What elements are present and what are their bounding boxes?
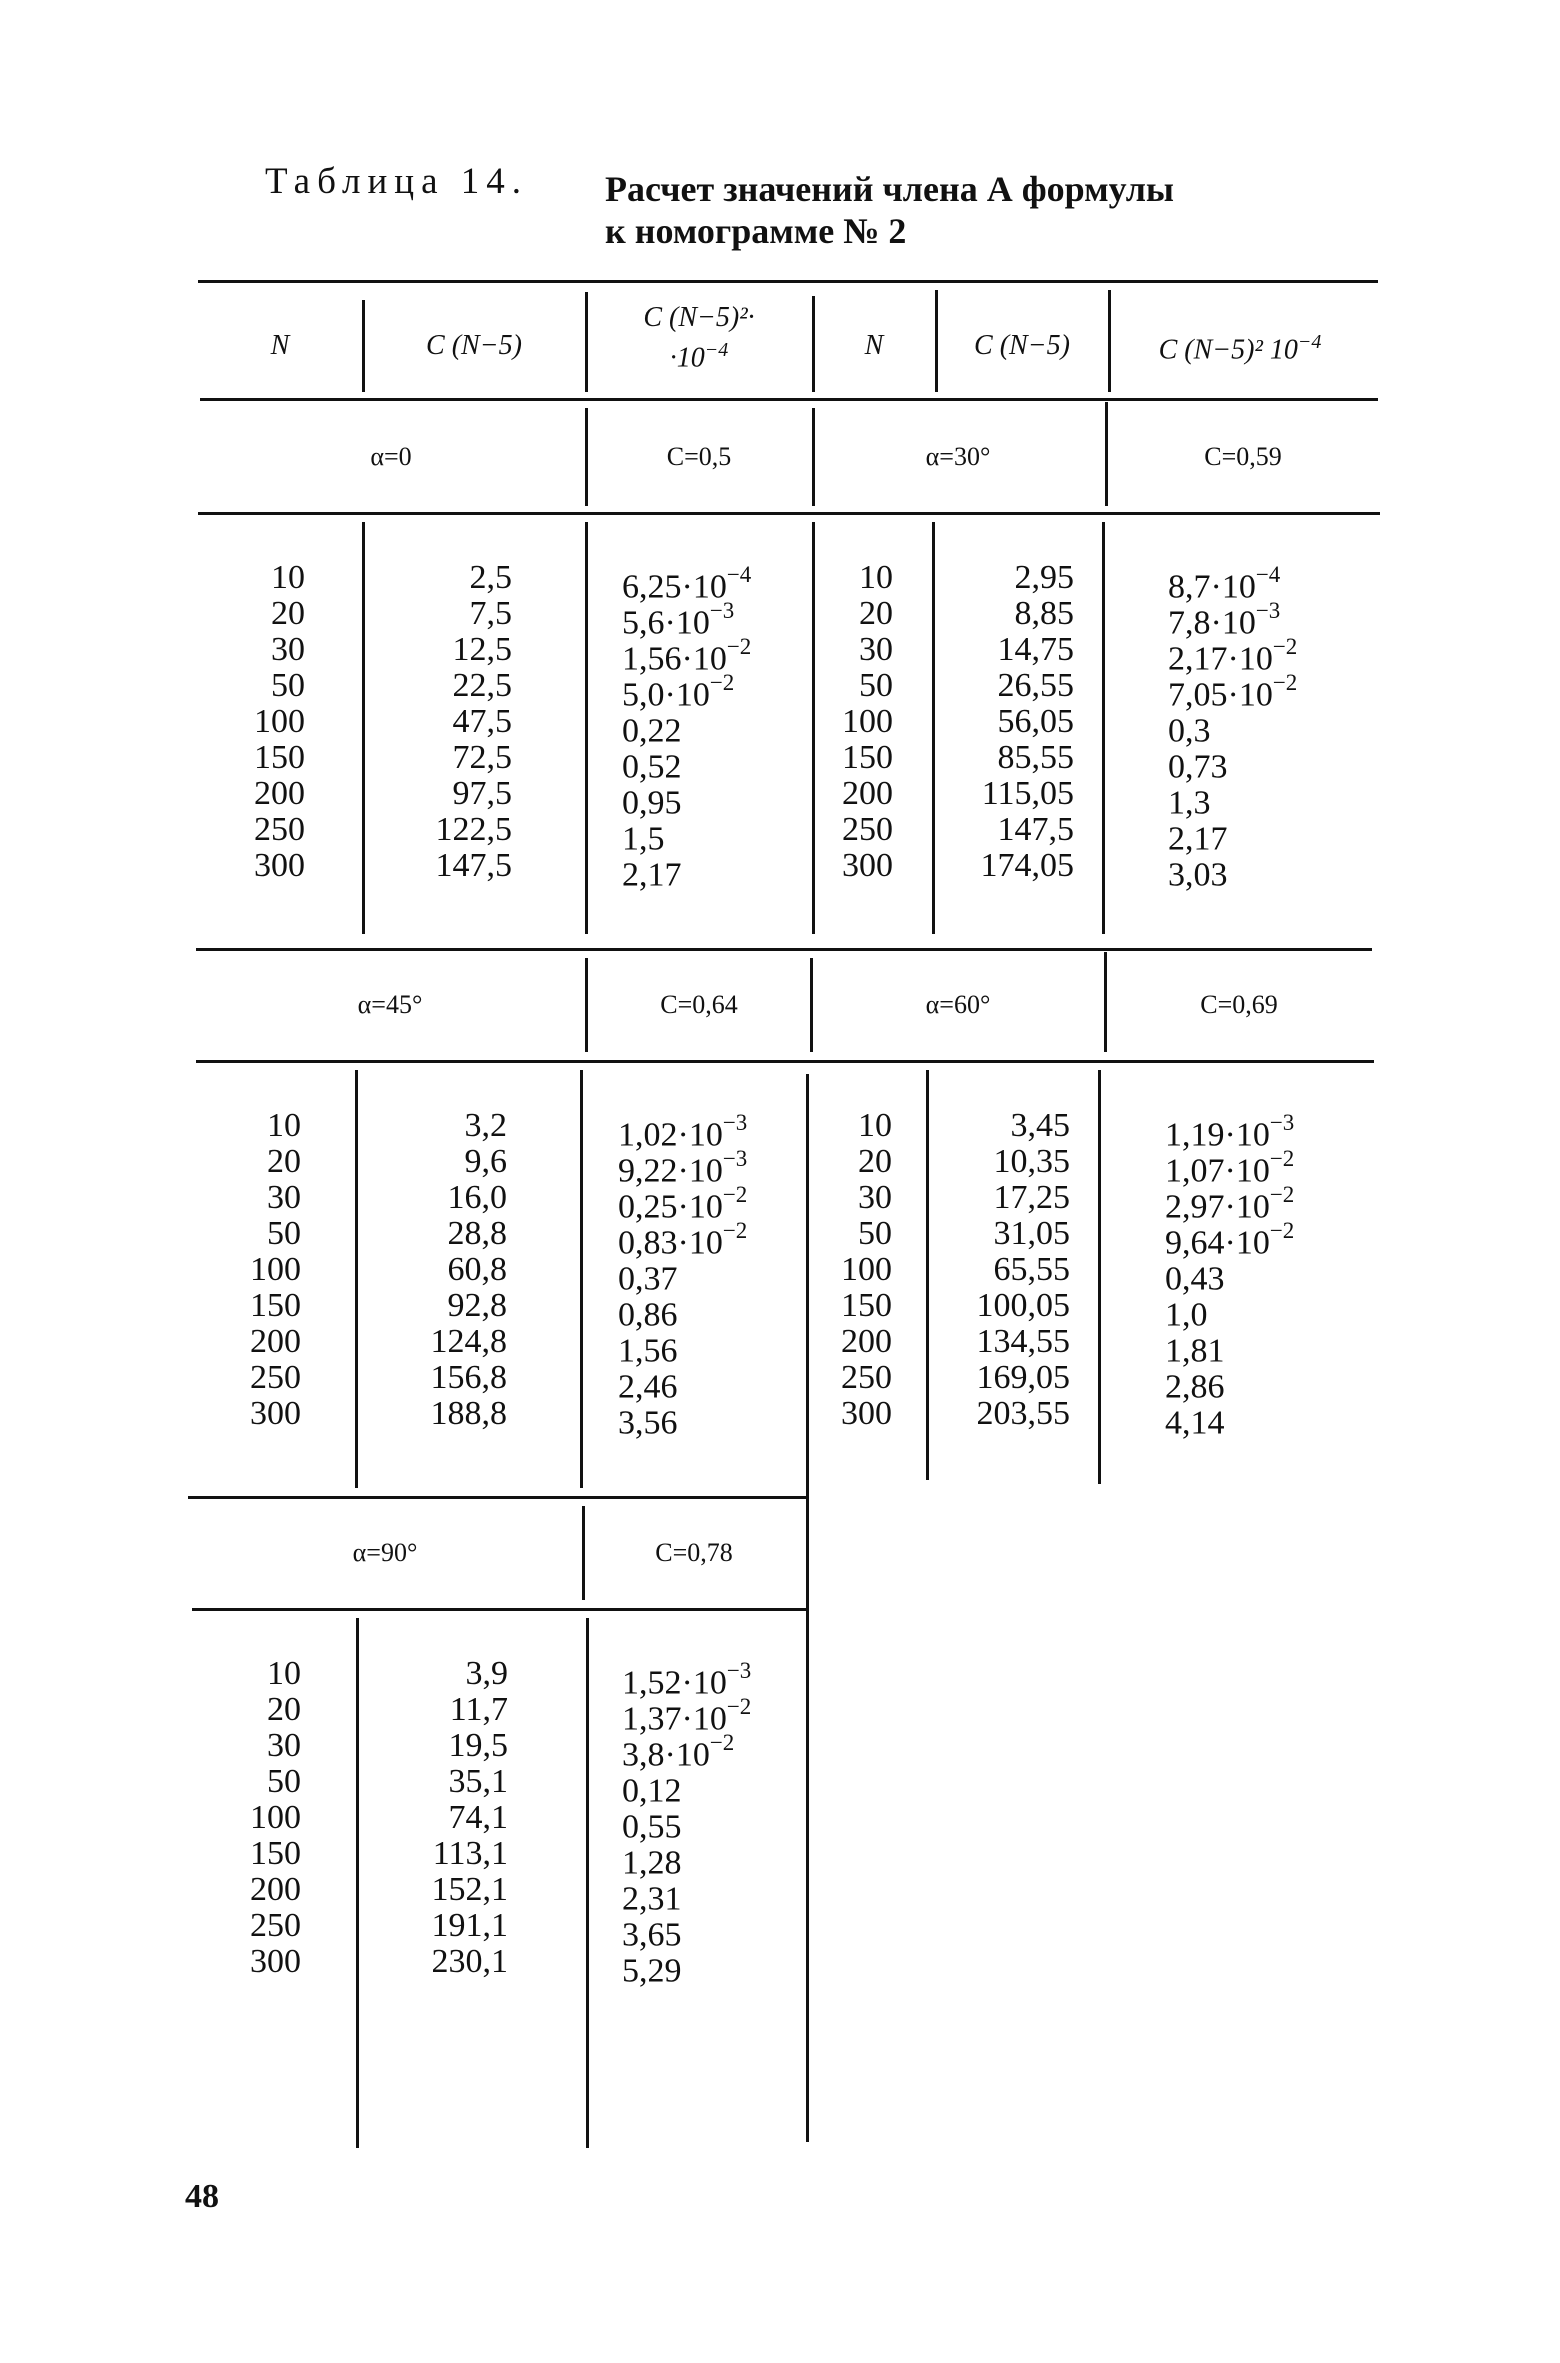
cell: 30 <box>267 1179 301 1216</box>
cond-divider <box>582 1506 585 1600</box>
cell-exp: −2 <box>726 634 752 659</box>
cell: 10 <box>858 1107 892 1144</box>
cell: 30 <box>271 631 305 668</box>
cell: 230,1 <box>431 1943 508 1980</box>
cell-mantissa: 7,05·10 <box>1168 676 1273 714</box>
cell-mantissa: 1,28 <box>622 1844 682 1882</box>
cell-mantissa: 3,03 <box>1168 856 1228 894</box>
cell: 2,95 <box>1014 559 1074 596</box>
column-divider <box>362 522 365 934</box>
column-divider <box>932 522 935 934</box>
block2-right-alpha: α=60° <box>925 990 991 1019</box>
header-c2-exp: −4 <box>704 339 729 361</box>
cell-mantissa: 0,86 <box>618 1296 678 1334</box>
cell: 124,8 <box>430 1323 507 1360</box>
cell-mantissa: 3,8·10 <box>622 1736 710 1774</box>
cell: 300 <box>250 1395 301 1432</box>
cell <box>1168 848 1368 894</box>
cell <box>1168 632 1368 678</box>
block2-right-cn-col <box>935 1108 1070 1432</box>
cell-mantissa: 5,0·10 <box>622 676 710 714</box>
cell: 3,45 <box>1010 1107 1070 1144</box>
cell-mantissa: 0,37 <box>618 1260 678 1298</box>
cell: 9,6 <box>464 1143 507 1180</box>
block3-left-n-col <box>196 1656 301 1980</box>
cell <box>622 1908 804 1954</box>
cell: 74,1 <box>448 1799 508 1836</box>
header-c2-base: ·10 <box>669 342 705 374</box>
cell: 20 <box>859 595 893 632</box>
cell-exp: −2 <box>722 1218 748 1243</box>
block2-cond-rule <box>196 1060 1374 1063</box>
cell <box>1168 668 1368 714</box>
cell-exp: −2 <box>1272 634 1298 659</box>
cell: 20 <box>267 1143 301 1180</box>
cell: 7,5 <box>469 595 512 632</box>
cell: 122,5 <box>435 811 512 848</box>
block1-right-c: C=0,59 <box>1204 442 1282 471</box>
cell-exp: −2 <box>1269 1218 1295 1243</box>
cell <box>622 1800 804 1846</box>
cell: 150 <box>250 1287 301 1324</box>
block2-left-a-col <box>618 1108 803 1442</box>
cell-mantissa: 5,29 <box>622 1952 682 1990</box>
block1-right-alpha: α=30° <box>925 442 991 471</box>
cell: 191,1 <box>431 1907 508 1944</box>
cell-mantissa: 0,83·10 <box>618 1224 723 1262</box>
cell <box>1165 1396 1370 1442</box>
block2-left-alpha: α=45° <box>357 990 423 1019</box>
cell: 30 <box>267 1727 301 1764</box>
cell <box>622 704 807 750</box>
cond-divider <box>1105 402 1108 506</box>
cell-mantissa: 7,8·10 <box>1168 604 1256 642</box>
cell-mantissa: 1,07·10 <box>1165 1152 1270 1190</box>
cell-mantissa: 6,25·10 <box>622 568 727 606</box>
cell: 152,1 <box>431 1871 508 1908</box>
cell: 100 <box>254 703 305 740</box>
cell <box>618 1108 803 1154</box>
cell <box>1168 812 1368 858</box>
cell: 50 <box>267 1215 301 1252</box>
cell: 10 <box>271 559 305 596</box>
cell <box>1165 1180 1370 1226</box>
cell-exp: −4 <box>726 562 752 587</box>
cell <box>1165 1216 1370 1262</box>
cell-mantissa: 0,73 <box>1168 748 1228 786</box>
block3-left-cn-col <box>366 1656 508 1980</box>
cell-exp: −2 <box>709 670 735 695</box>
cell-exp: −2 <box>726 1694 752 1719</box>
cell: 10,35 <box>993 1143 1070 1180</box>
cell-mantissa: 1,56·10 <box>622 640 727 678</box>
cell: 11,7 <box>449 1691 508 1728</box>
cell-mantissa: 2,17 <box>622 856 682 894</box>
column-divider <box>580 1070 583 1488</box>
cell: 169,05 <box>976 1359 1070 1396</box>
cell: 72,5 <box>452 739 512 776</box>
cell-mantissa: 4,14 <box>1165 1404 1225 1442</box>
cell <box>1165 1288 1370 1334</box>
cell <box>622 848 807 894</box>
cell: 113,1 <box>432 1835 508 1872</box>
cell-exp: −3 <box>722 1146 748 1171</box>
table-caption: Таблица 14. <box>265 161 528 202</box>
column-divider <box>1098 1070 1101 1484</box>
cell <box>622 1728 804 1774</box>
cell: 100,05 <box>976 1287 1070 1324</box>
cell: 188,8 <box>430 1395 507 1432</box>
block1-left-alpha: α=0 <box>370 442 412 471</box>
block1-cond-rule <box>198 512 1380 515</box>
page-number: 48 <box>185 2178 219 2215</box>
cell <box>1165 1324 1370 1370</box>
cell: 200 <box>250 1323 301 1360</box>
cell <box>618 1324 803 1370</box>
cell: 20 <box>271 595 305 632</box>
cell: 50 <box>271 667 305 704</box>
table-right-edge <box>806 1484 809 2142</box>
cell-mantissa: 3,65 <box>622 1916 682 1954</box>
column-divider <box>806 1074 809 1484</box>
cell-mantissa: 2,97·10 <box>1165 1188 1270 1226</box>
cell-exp: −2 <box>722 1182 748 1207</box>
cell-mantissa: 1,56 <box>618 1332 678 1370</box>
cell-mantissa: 0,95 <box>622 784 682 822</box>
cell: 16,0 <box>447 1179 507 1216</box>
cell: 8,85 <box>1014 595 1074 632</box>
cond-divider <box>585 958 588 1052</box>
block3-cond-rule <box>192 1608 806 1611</box>
cell <box>622 596 807 642</box>
cell-mantissa: 5,6·10 <box>622 604 710 642</box>
cell: 30 <box>859 631 893 668</box>
cell: 100 <box>841 1251 892 1288</box>
cell: 150 <box>250 1835 301 1872</box>
block1-right-a-col <box>1168 560 1368 894</box>
cell <box>622 812 807 858</box>
cell <box>622 1872 804 1918</box>
table-top-rule <box>198 280 1378 283</box>
header-c2-right-base: C (N−5)² 10 <box>1158 334 1298 366</box>
cell: 14,75 <box>997 631 1074 668</box>
block1-right-n-col <box>815 560 893 884</box>
cell <box>1168 560 1368 606</box>
cell: 200 <box>254 775 305 812</box>
cell: 10 <box>859 559 893 596</box>
block3-left-a-col <box>622 1656 804 1990</box>
cell-exp: −3 <box>1269 1110 1295 1135</box>
block2-left-n-col <box>196 1108 301 1432</box>
cell-mantissa: 0,25·10 <box>618 1188 723 1226</box>
cell: 47,5 <box>452 703 512 740</box>
cell-mantissa: 9,22·10 <box>618 1152 723 1190</box>
cell: 28,8 <box>447 1215 507 1252</box>
cell-mantissa: 2,86 <box>1165 1368 1225 1406</box>
cell <box>618 1360 803 1406</box>
cell: 12,5 <box>452 631 512 668</box>
cell-exp: −2 <box>709 1730 735 1755</box>
cell-mantissa: 1,81 <box>1165 1332 1225 1370</box>
cell <box>622 740 807 786</box>
cell <box>618 1144 803 1190</box>
block2-left-cn-col <box>365 1108 507 1432</box>
cell-mantissa: 0,3 <box>1168 712 1211 750</box>
cell: 150 <box>841 1287 892 1324</box>
cell: 115,05 <box>981 775 1074 812</box>
header-c2-right-exp: −4 <box>1297 331 1322 353</box>
header-c2-line2 <box>588 334 810 374</box>
cell <box>618 1180 803 1226</box>
cell-mantissa: 0,43 <box>1165 1260 1225 1298</box>
cell: 3,9 <box>465 1655 508 1692</box>
cell: 156,8 <box>430 1359 507 1396</box>
cell: 31,05 <box>993 1215 1070 1252</box>
cell: 50 <box>267 1763 301 1800</box>
cell: 19,5 <box>448 1727 508 1764</box>
block1-left-c: C=0,5 <box>666 442 732 471</box>
cell: 22,5 <box>452 667 512 704</box>
cell: 200 <box>842 775 893 812</box>
block2-right-n-col <box>810 1108 892 1432</box>
cell <box>622 1836 804 1882</box>
cell: 92,8 <box>447 1287 507 1324</box>
block3-left-alpha: α=90° <box>352 1538 418 1567</box>
block2-left-c: C=0,64 <box>660 990 738 1019</box>
cell-mantissa: 0,12 <box>622 1772 682 1810</box>
block3-left-c: C=0,78 <box>655 1538 733 1567</box>
header-c2-line1: C (N−5)²· <box>643 302 755 333</box>
cell <box>622 668 807 714</box>
cell: 100 <box>250 1251 301 1288</box>
cell-mantissa: 0,55 <box>622 1808 682 1846</box>
header-c: C (N−5) <box>426 330 522 361</box>
cell-mantissa: 2,17·10 <box>1168 640 1273 678</box>
cell <box>1168 596 1368 642</box>
cell-mantissa: 1,0 <box>1165 1296 1208 1334</box>
cell: 65,55 <box>993 1251 1070 1288</box>
cell: 100 <box>250 1799 301 1836</box>
cell-mantissa: 1,3 <box>1168 784 1211 822</box>
column-divider <box>356 1618 359 2148</box>
cell: 97,5 <box>452 775 512 812</box>
cell: 17,25 <box>993 1179 1070 1216</box>
block1-left-n-col <box>200 560 305 884</box>
cell: 250 <box>250 1907 301 1944</box>
header-bottom-rule <box>200 398 1378 401</box>
cell-exp: −4 <box>1255 562 1281 587</box>
header-n: N <box>270 330 290 361</box>
column-divider <box>1102 522 1105 934</box>
cell-mantissa: 3,56 <box>618 1404 678 1442</box>
cell <box>1168 740 1368 786</box>
cell-exp: −2 <box>1269 1182 1295 1207</box>
cell <box>622 1944 804 1990</box>
cell: 35,1 <box>448 1763 508 1800</box>
cell-mantissa: 8,7·10 <box>1168 568 1256 606</box>
cell: 20 <box>267 1691 301 1728</box>
cell <box>1165 1360 1370 1406</box>
cell-mantissa: 2,46 <box>618 1368 678 1406</box>
cell-exp: −3 <box>726 1658 752 1683</box>
cell-mantissa: 9,64·10 <box>1165 1224 1270 1262</box>
column-divider <box>586 1618 589 2148</box>
cond-divider <box>1104 952 1107 1052</box>
cell-exp: −2 <box>1269 1146 1295 1171</box>
cond-divider <box>585 408 588 506</box>
cell-mantissa: 1,37·10 <box>622 1700 727 1738</box>
cell <box>622 1656 804 1702</box>
cell: 300 <box>250 1943 301 1980</box>
cell: 300 <box>841 1395 892 1432</box>
cell-mantissa: 0,22 <box>622 712 682 750</box>
column-divider <box>585 522 588 934</box>
block2-right-a-col <box>1165 1108 1370 1442</box>
cell: 50 <box>858 1215 892 1252</box>
block1-right-cn-col <box>940 560 1074 884</box>
cell: 250 <box>842 811 893 848</box>
cell-mantissa: 1,19·10 <box>1165 1116 1270 1154</box>
cell: 3,2 <box>464 1107 507 1144</box>
cell: 200 <box>841 1323 892 1360</box>
cell: 300 <box>842 847 893 884</box>
block1-left-a-col <box>622 560 807 894</box>
column-divider <box>355 1070 358 1488</box>
cell: 26,55 <box>997 667 1074 704</box>
cell-mantissa: 2,31 <box>622 1880 682 1918</box>
cell: 200 <box>250 1871 301 1908</box>
header-n2: N <box>864 330 884 361</box>
cell-exp: −3 <box>722 1110 748 1135</box>
cond-divider <box>812 408 815 506</box>
cell-mantissa: 0,52 <box>622 748 682 786</box>
cell: 250 <box>841 1359 892 1396</box>
cell: 10 <box>267 1655 301 1692</box>
block1-left-cn-col <box>370 560 512 884</box>
cell: 174,05 <box>980 847 1074 884</box>
cell: 250 <box>254 811 305 848</box>
cell <box>618 1216 803 1262</box>
cell: 2,5 <box>469 559 512 596</box>
cell <box>622 560 807 606</box>
header-c2-right <box>1110 326 1370 366</box>
cell: 10 <box>267 1107 301 1144</box>
cell: 20 <box>858 1143 892 1180</box>
cell-exp: −3 <box>709 598 735 623</box>
cell <box>1165 1108 1370 1154</box>
cell-mantissa: 1,5 <box>622 820 665 858</box>
cell: 100 <box>842 703 893 740</box>
cell: 50 <box>859 667 893 704</box>
cell: 147,5 <box>435 847 512 884</box>
block2-right-c: C=0,69 <box>1200 990 1278 1019</box>
cell <box>622 632 807 678</box>
cell: 30 <box>858 1179 892 1216</box>
cell: 60,8 <box>447 1251 507 1288</box>
cell <box>618 1288 803 1334</box>
cell: 150 <box>254 739 305 776</box>
cell <box>622 776 807 822</box>
cell <box>622 1764 804 1810</box>
block3-top-rule <box>188 1496 806 1499</box>
cell-exp: −2 <box>1272 670 1298 695</box>
cell: 150 <box>842 739 893 776</box>
title-line-2: к номограмме № 2 <box>605 211 907 251</box>
cell: 134,55 <box>976 1323 1070 1360</box>
header-c2 <box>588 302 810 374</box>
column-divider <box>926 1070 929 1480</box>
cell <box>1168 776 1368 822</box>
table-title <box>605 168 1405 252</box>
title-line-1: Расчет значений члена А формулы <box>605 169 1175 209</box>
cell-mantissa: 1,02·10 <box>618 1116 723 1154</box>
block2-top-rule <box>196 948 1372 951</box>
cell: 203,55 <box>976 1395 1070 1432</box>
cell: 85,55 <box>997 739 1074 776</box>
cell <box>1165 1144 1370 1190</box>
cell <box>622 1692 804 1738</box>
header-c-right: C (N−5) <box>974 330 1070 361</box>
cell-exp: −3 <box>1255 598 1281 623</box>
cell: 56,05 <box>997 703 1074 740</box>
cond-divider <box>810 958 813 1052</box>
cell: 147,5 <box>997 811 1074 848</box>
cell-mantissa: 1,52·10 <box>622 1664 727 1702</box>
cell: 300 <box>254 847 305 884</box>
cell-mantissa: 2,17 <box>1168 820 1228 858</box>
cell: 250 <box>250 1359 301 1396</box>
cell <box>618 1396 803 1442</box>
